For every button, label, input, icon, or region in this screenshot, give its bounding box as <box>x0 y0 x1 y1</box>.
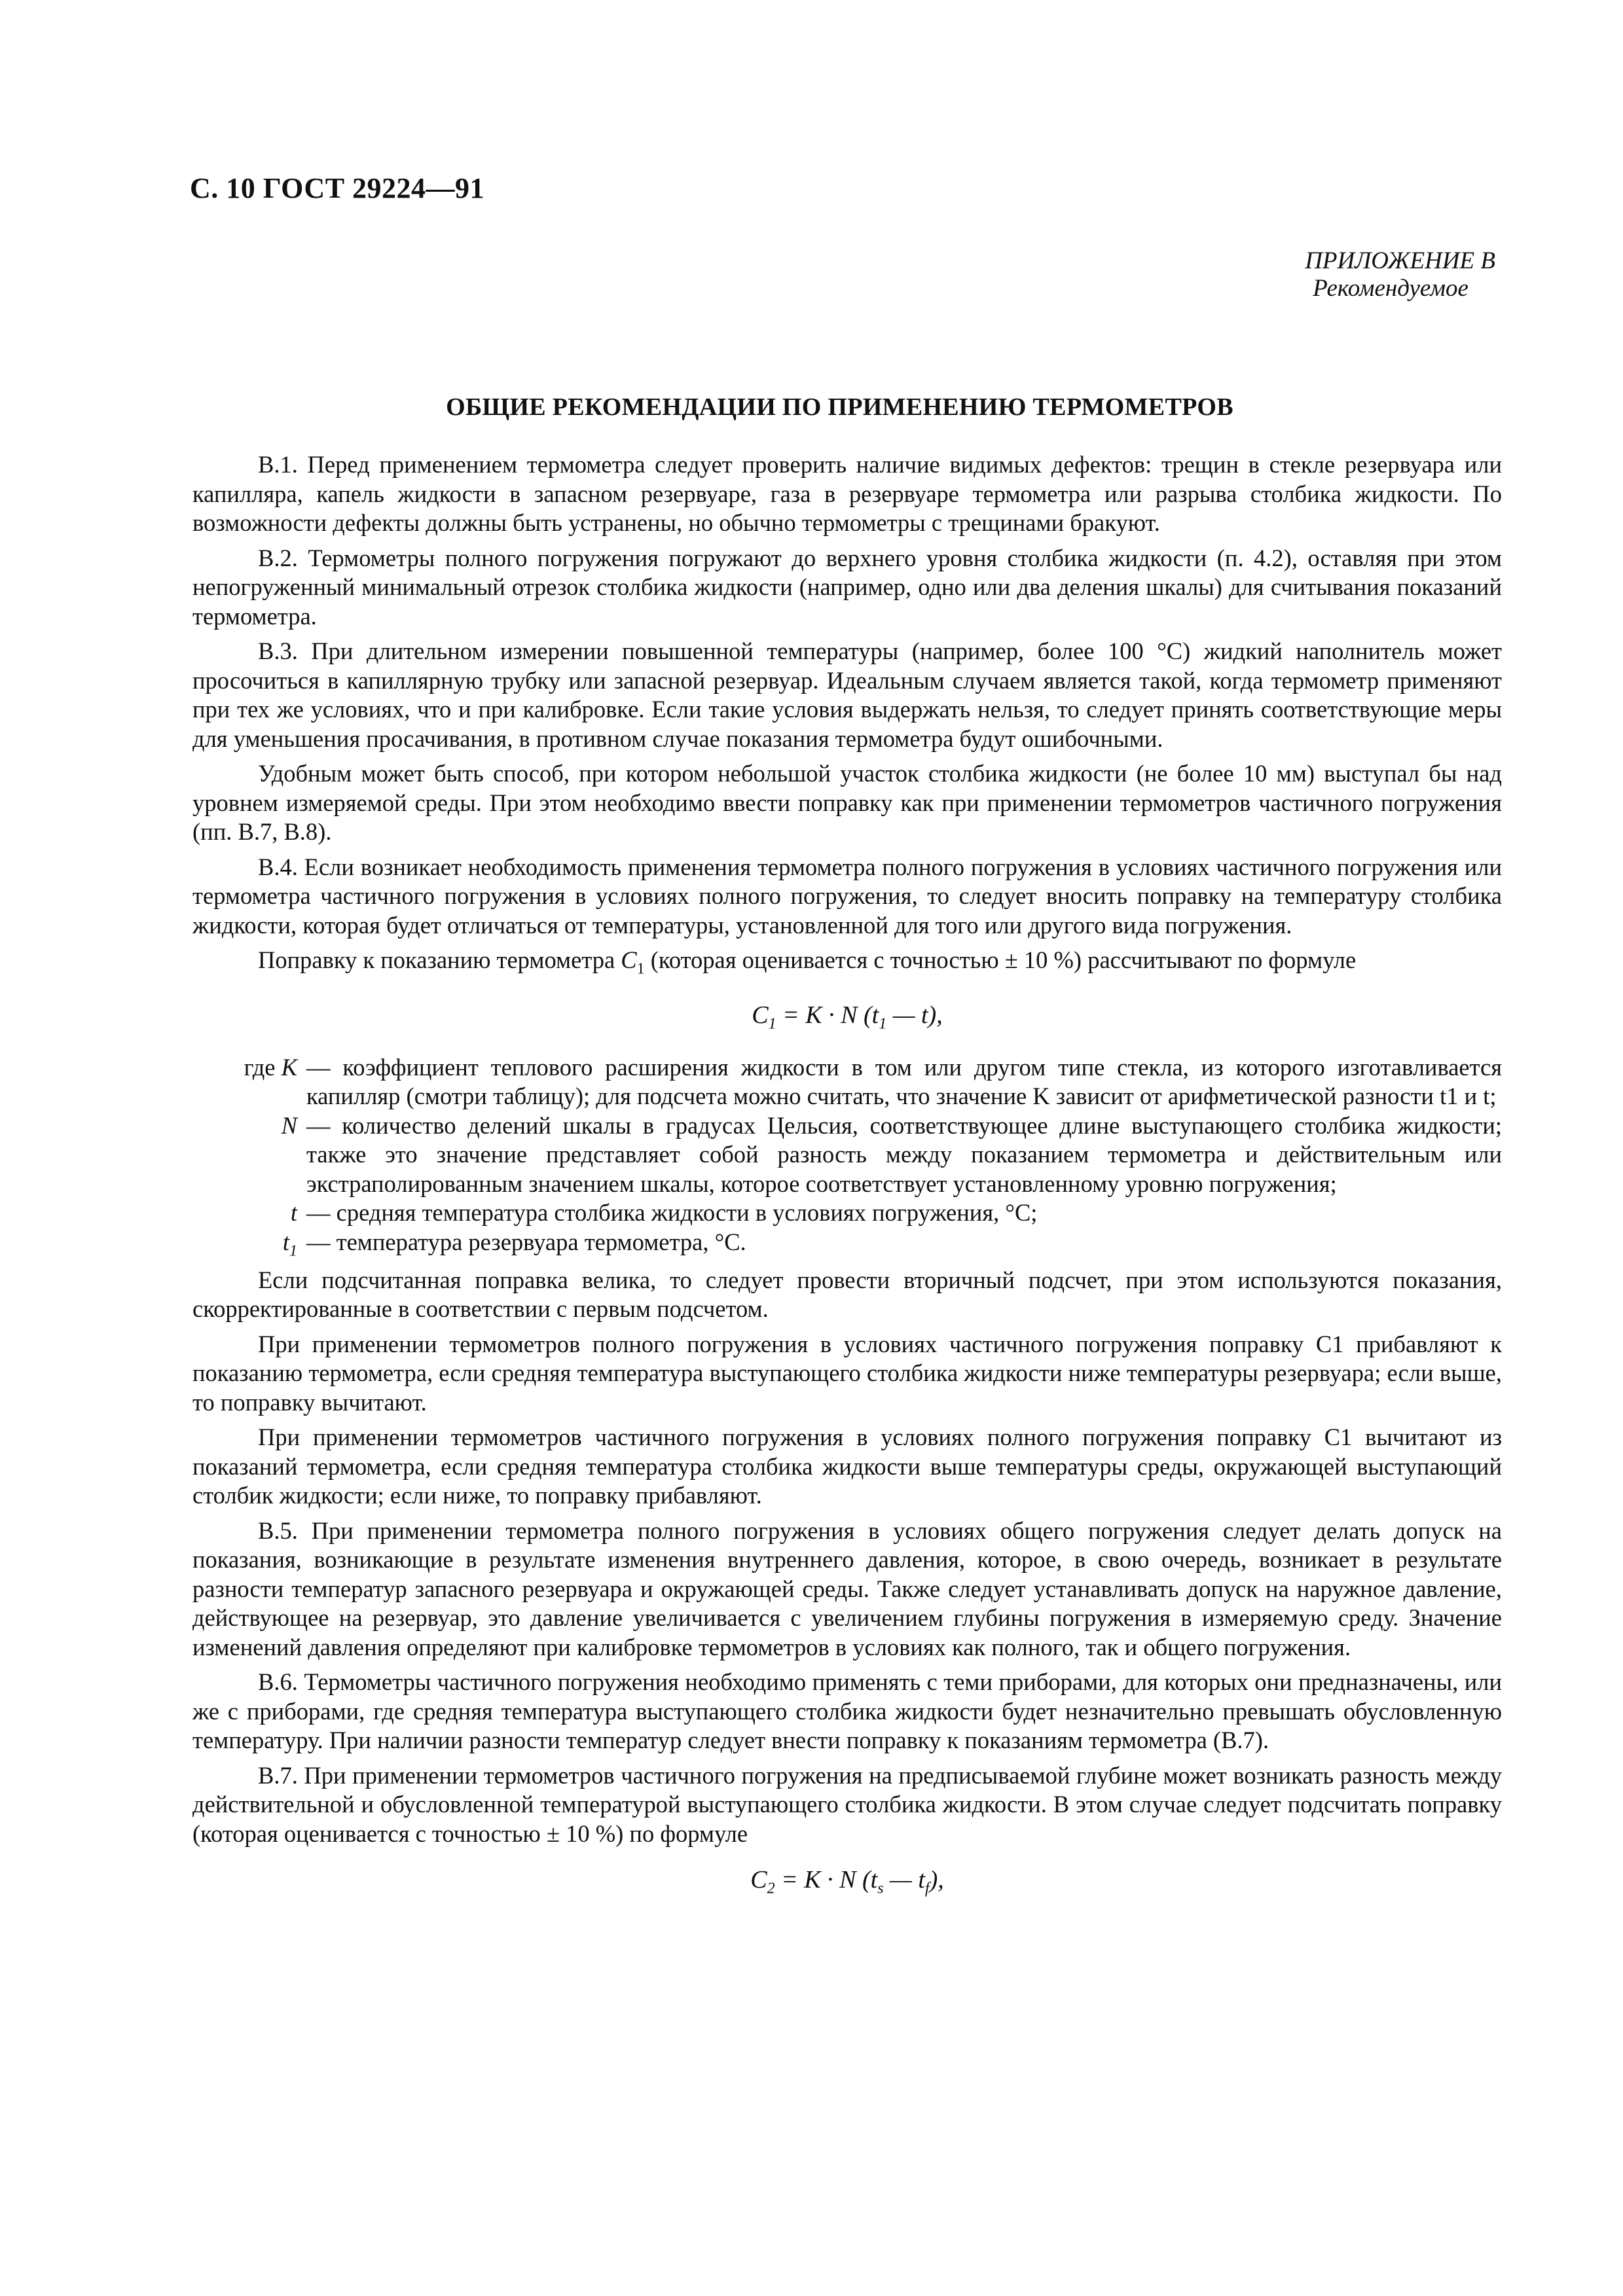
appendix-status: Рекомендуемое <box>1313 275 1468 302</box>
paragraph-b1: В.1. Перед применением термометра следует проверить наличие видимых дефектов: трещин в стекле резервуара или капилляра, капель жидкости в запасном резервуаре, газа в резервуаре термометра или разрыва столбика жидкости. По возможности дефекты должны быть устранены, но обычно термометры с трещинами бракуют. <box>192 451 1502 536</box>
document-body <box>192 450 1502 1918</box>
legend-sym-t1-text: t <box>282 1228 289 1255</box>
legend-row-t1 <box>192 1228 1502 1266</box>
paragraph-b2: В.2. Термометры полного погружения погружают до верхнего уровня столбика жидкости (п. 4.2), оставляя при этом непогруженный минимальный отрезок столбика жидкости (например, одно или два деления шкалы) для считывания показаний термометра. <box>192 544 1502 630</box>
legend-sym-t: t <box>290 1199 297 1227</box>
paragraph-b4b: Если подсчитанная поправка велика, то следует провести вторичный подсчет, при этом используются показания, скорректированные в соответствии с первым подсчетом. <box>192 1266 1502 1323</box>
formula-c2-lhs: C <box>750 1866 767 1894</box>
paragraph-b4: В.4. Если возникает необходимость применения термометра полного погружения в условиях частичного погружения или термометра частичного погружения в условиях полного погружения, то следует вносить поправку на температуру столбика жидкости, которая будет отличаться от температуры, установленной для того или другого вида погружения. <box>192 853 1502 939</box>
symbol-c: C <box>621 946 637 973</box>
legend-sym-t1-sub: 1 <box>289 1242 297 1260</box>
legend-desc-t: — средняя температура столбика жидкости в условиях погружения, °С; <box>306 1199 1038 1227</box>
formula-c1-rhs-end: — t), <box>892 1001 943 1029</box>
paragraph-b4d: При применении термометров частичного погружения в условиях полного погружения поправку C1 вычитают из показаний термометра, если средняя температура столбика жидкости выше температуры среды, окружающей выступающий столбик жидкости; если ниже, то поправку прибавляют. <box>192 1424 1502 1509</box>
formula-legend <box>192 1053 1502 1266</box>
appendix-label <box>1305 247 1495 302</box>
paragraph-b3: В.3. При длительном измерении повышенной температуры (например, более 100 °С) жидкий наполнитель может просочиться в капиллярную трубку или запасной резервуар. Идеальным случаем является такой, когда термометр применяют при тех же условиях, что и при калибровке. Если такие условия выдержать нельзя, то следует принять соответствующие меры для уменьшения просачивания, в противном случае показания термометра будут ошибочными. <box>192 637 1502 752</box>
legend-row-n <box>192 1111 1502 1199</box>
legend-desc-n: — количество делений шкалы в градусах Цельсия, соответствующее длине выступающего столбика жидкости; также это значение представляет собой разность между показанием термометра и действительным или экстраполированным значением шкалы, которое соответствует установленному уровню погружения; <box>306 1111 1502 1197</box>
paragraph-b4a-text-end: (которая оценивается с точностью ± 10 %) рассчитывают по формуле <box>650 946 1357 973</box>
paragraph-b4a-text: Поправку к показанию термометра <box>258 946 615 973</box>
formula-c1 <box>192 1001 1502 1039</box>
formula-c1-lhs: C <box>752 1001 769 1029</box>
formula-c2-lhs-sub: 2 <box>767 1880 775 1897</box>
page-header: С. 10 ГОСТ 29224—91 <box>190 172 485 204</box>
legend-row-k <box>192 1053 1502 1111</box>
formula-c2-rhs-sub: s <box>877 1880 884 1897</box>
paragraph-b4c: При применении термометров полного погружения в условиях частичного погружения поправку C1 прибавляют к показанию термометра, если средняя температура выступающего столбика жидкости ниже температуры резервуара; если выше, то поправку вычитают. <box>192 1330 1502 1416</box>
formula-c1-rhs-sub: 1 <box>879 1015 887 1033</box>
appendix-title: ПРИЛОЖЕНИЕ В <box>1305 247 1495 274</box>
legend-sym-n: N <box>281 1111 297 1139</box>
legend-sym-k-text: K <box>281 1053 297 1081</box>
paragraph-b4a <box>192 946 1502 984</box>
legend-sym-k <box>192 1053 297 1083</box>
formula-c1-rhs: = K · N (t <box>782 1001 879 1029</box>
formula-c2 <box>192 1865 1502 1903</box>
legend-row-t <box>192 1198 1502 1228</box>
paragraph-b5: В.5. При применении термометра полного погружения в условиях общего погружения следует делать допуск на показания, возникающие в результате изменения внутреннего давления, которое, в свою очередь, возникает в результате разности температур запасного резервуара и окружающей среды. Также следует устанавливать допуск на наружное давление, действующее на резервуар, это давление увеличивается с увеличением глубины погружения в измеряемую среду. Значение изменений давления определяют при калибровке термометров в условиях как полного, так и общего погружения. <box>192 1516 1502 1660</box>
symbol-c-sub: 1 <box>636 960 645 978</box>
formula-c2-rhs-end: ), <box>929 1866 944 1894</box>
legend-lead: где <box>244 1053 276 1081</box>
legend-desc-k: — коэффициент теплового расширения жидкости в том или другом типе стекла, из которого изготавливается капилляр (смотри таблицу); для подсчета можно считать, что значение K зависит от арифметической разности t1 и t; <box>306 1053 1502 1110</box>
document-title: ОБЩИЕ РЕКОМЕНДАЦИИ ПО ПРИМЕНЕНИЮ ТЕРМОМЕТРОВ <box>446 393 1233 421</box>
formula-c2-rhs-sub2: f <box>924 1880 930 1897</box>
formula-c1-lhs-sub: 1 <box>768 1015 776 1033</box>
formula-c2-rhs: = K · N (t <box>781 1866 878 1894</box>
paragraph-b7: В.7. При применении термометров частичного погружения на предписываемой глубине может возникать разность между действительной и обусловленной температурой выступающего столбика жидкости. В этом случае следует подсчитать поправку (которая оценивается с точностью ± 10 %) по формуле <box>192 1761 1502 1847</box>
paragraph-b3a: Удобным может быть способ, при котором небольшой участок столбика жидкости (не более 10 мм) выступал бы над уровнем измеряемой среды. При этом необходимо ввести поправку как при применении термометров частичного погружения (пп. В.7, В.8). <box>192 760 1502 845</box>
formula-c2-rhs-mid: — t <box>890 1866 925 1894</box>
legend-sym-t1 <box>192 1228 297 1266</box>
legend-desc-t1: — температура резервуара термометра, °С. <box>306 1228 746 1255</box>
paragraph-b6: В.6. Термометры частичного погружения необходимо применять с теми приборами, для которых они предназначены, или же с приборами, где средняя температура выступающего столбика жидкости будет незначительно превышать обусловленную температуру. При наличии разности температур следует внести поправку к показаниям термометра (В.7). <box>192 1668 1502 1754</box>
